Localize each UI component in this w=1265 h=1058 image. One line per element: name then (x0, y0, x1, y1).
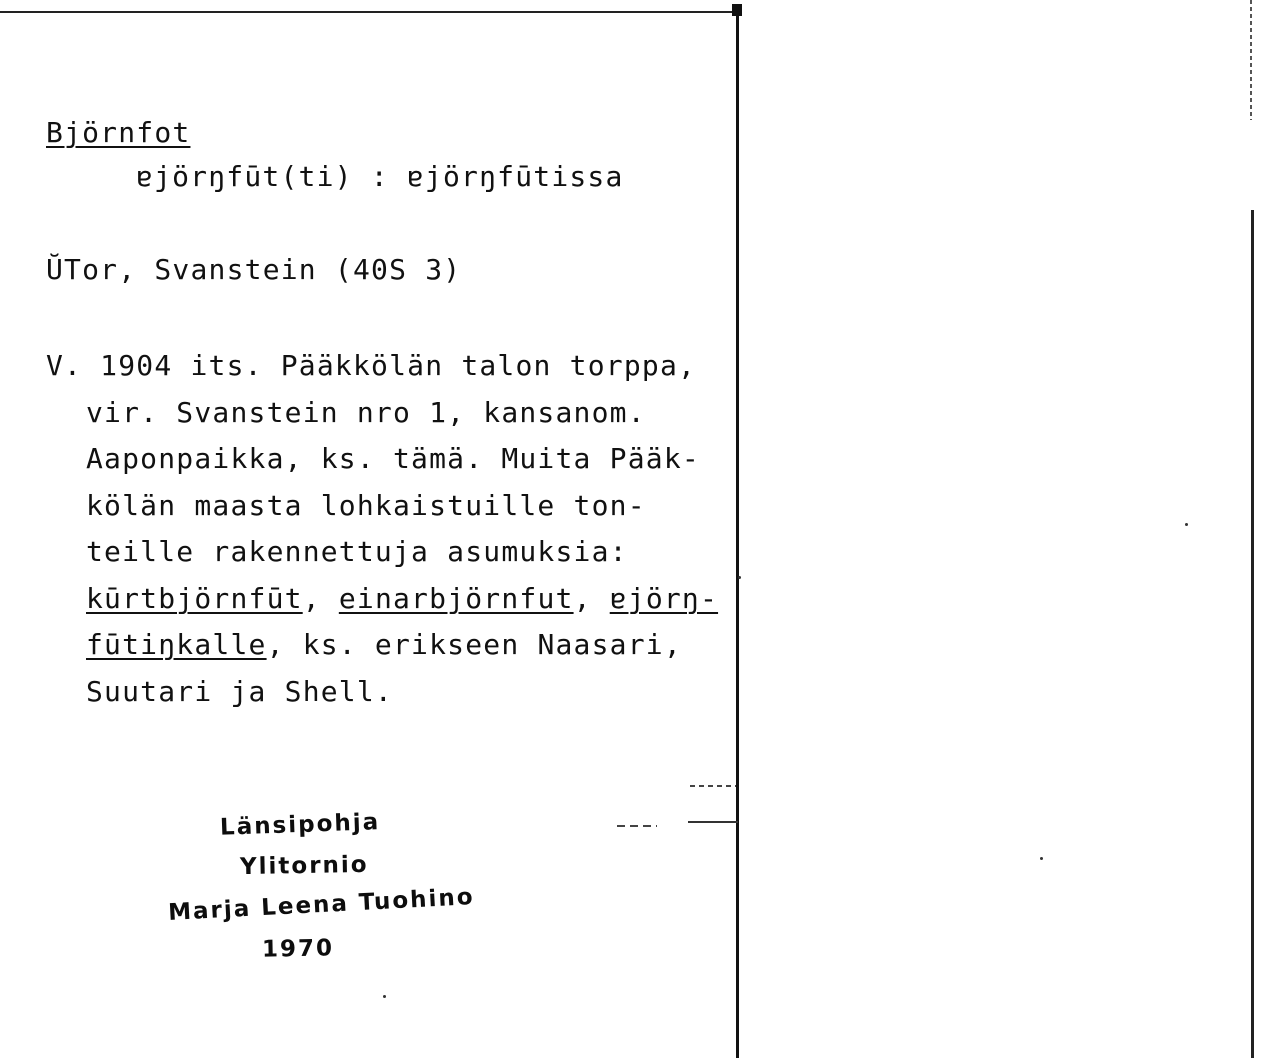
edge-mark (732, 4, 742, 16)
place-name-term: fūtiŋkalle (86, 628, 267, 661)
scan-speck (1040, 857, 1043, 860)
scan-speck (738, 576, 741, 579)
scan-dash (688, 821, 738, 823)
stamp-collector: Marja Leena Tuohino (167, 883, 476, 927)
top-border-line (0, 11, 740, 13)
card-right-edge (736, 4, 739, 1058)
body-line-6 (86, 582, 718, 616)
scan-edge-top (1250, 0, 1252, 120)
body-line-3: Aaponpaikka, ks. tämä. Muita Pääk- (86, 442, 700, 475)
dialect-forms: ɐjörŋfūt(ti) : ɐjörŋfūtissa (136, 160, 624, 193)
body-line-7 (86, 628, 682, 662)
scan-dash (690, 785, 736, 787)
body-text: , ks. erikseen Naasari, (266, 628, 682, 661)
body-line-2: vir. Svanstein nro 1, kansanom. (86, 396, 646, 429)
body-line-1: V. 1904 its. Pääkkölän talon torppa, (46, 349, 697, 382)
body-line-8: Suutari ja Shell. (86, 675, 393, 708)
place-name-term: ɐjörŋ- (609, 582, 719, 615)
stamp-year: 1970 (261, 935, 335, 963)
scan-speck (1185, 523, 1188, 526)
stamp-parish: Ylitornio (239, 851, 369, 881)
stamp-region: Länsipohja (219, 809, 381, 841)
headword: Björnfot (46, 116, 191, 149)
scan-edge-bottom (1251, 210, 1254, 1058)
separator: , (302, 582, 339, 615)
scan-dash (617, 825, 657, 827)
body-line-4: kölän maasta lohkaistuille ton- (86, 489, 646, 522)
scan-speck (383, 995, 386, 998)
place-name-term: einarbjörnfut (338, 582, 574, 615)
place-name-term: kūrtbjörnfūt (86, 582, 303, 615)
source-reference: ŬTor, Svanstein (40S 3) (46, 253, 462, 286)
separator: , (573, 582, 610, 615)
body-line-5: teille rakennettuja asumuksia: (86, 535, 628, 568)
